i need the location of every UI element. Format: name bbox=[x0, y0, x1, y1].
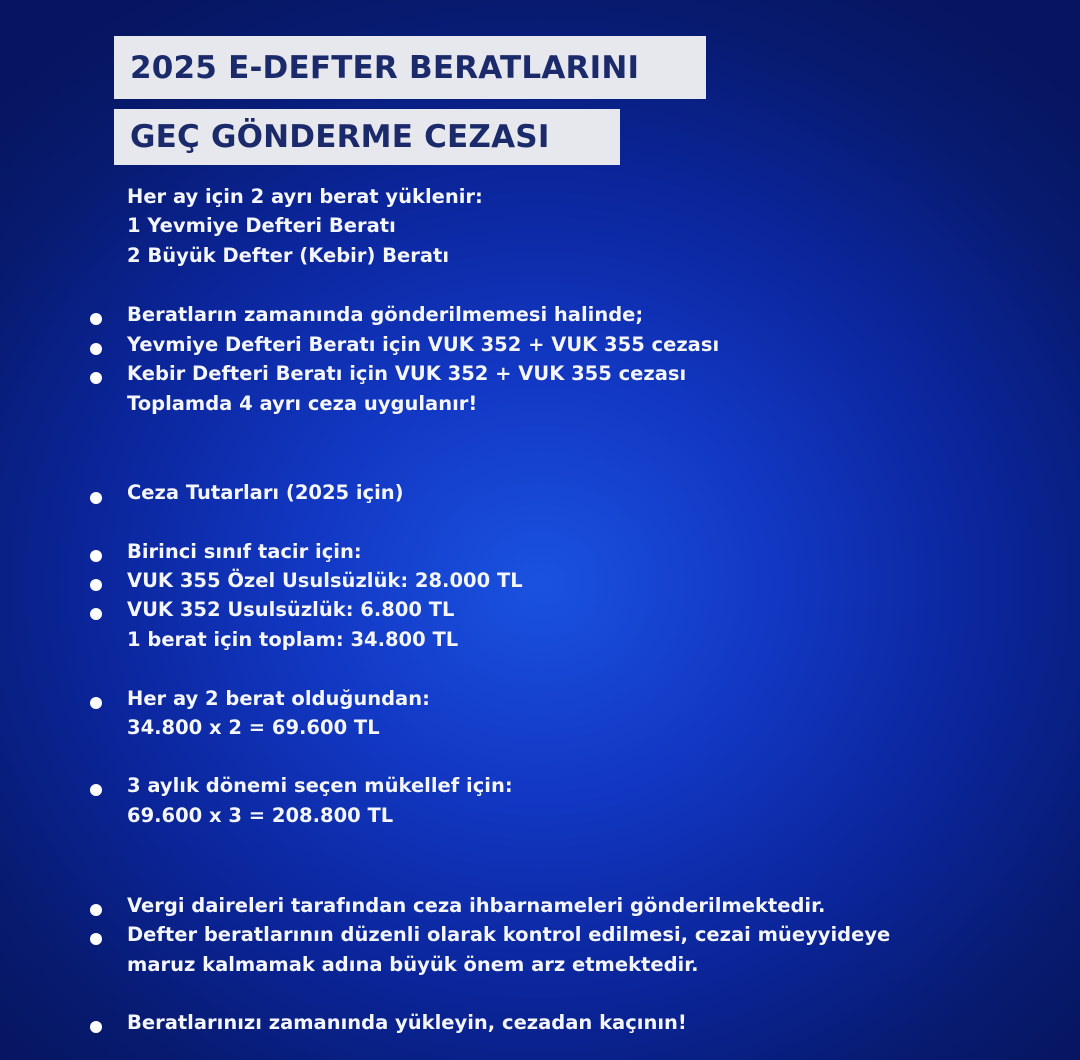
first-class-line: 1 berat için toplam: 34.800 TL bbox=[127, 628, 459, 651]
quarterly-line: 3 aylık dönemi seçen mükellef için: bbox=[127, 774, 513, 797]
bullet-icon bbox=[90, 313, 102, 325]
title-line-1-box bbox=[114, 36, 706, 99]
penalty-line: Beratların zamanında gönderilmemesi halinde; bbox=[127, 303, 644, 326]
intro-line: 1 Yevmiye Defteri Beratı bbox=[127, 214, 396, 237]
monthly-line: 34.800 x 2 = 69.600 TL bbox=[127, 716, 380, 739]
first-class-line: VUK 352 Usulsüzlük: 6.800 TL bbox=[127, 598, 455, 621]
notice-line: maruz kalmamak adına büyük önem arz etmektedir. bbox=[127, 953, 699, 976]
intro-line: 2 Büyük Defter (Kebir) Beratı bbox=[127, 244, 450, 267]
bullet-icon bbox=[90, 697, 102, 709]
bullet-icon bbox=[90, 550, 102, 562]
notice-line: Defter beratlarının düzenli olarak kontrol edilmesi, cezai müeyyideye bbox=[127, 923, 891, 946]
notice-line: Vergi daireleri tarafından ceza ihbarnameleri gönderilmektedir. bbox=[127, 894, 826, 917]
penalty-line: Kebir Defteri Beratı için VUK 352 + VUK 355 cezası bbox=[127, 362, 687, 385]
bullet-icon bbox=[90, 1021, 102, 1033]
monthly-line: Her ay 2 berat olduğundan: bbox=[127, 687, 430, 710]
penalty-line: Yevmiye Defteri Beratı için VUK 352 + VUK 355 cezası bbox=[127, 333, 720, 356]
title-line-2: GEÇ GÖNDERME CEZASI bbox=[130, 119, 550, 155]
amounts-heading: Ceza Tutarları (2025 için) bbox=[127, 481, 404, 504]
title-line-2-box bbox=[114, 109, 620, 165]
title-line-1: 2025 E-DEFTER BERATLARINI bbox=[130, 49, 640, 86]
penalty-line: Toplamda 4 ayrı ceza uygulanır! bbox=[127, 392, 478, 415]
bullet-icon bbox=[90, 343, 102, 355]
bullet-icon bbox=[90, 784, 102, 796]
bullet-icon bbox=[90, 904, 102, 916]
bullet-icon bbox=[90, 933, 102, 945]
quarterly-line: 69.600 x 3 = 208.800 TL bbox=[127, 804, 394, 827]
bullet-icon bbox=[90, 372, 102, 384]
bullet-icon bbox=[90, 492, 102, 504]
closing-line: Beratlarınızı zamanında yükleyin, cezadan kaçının! bbox=[127, 1011, 687, 1034]
bullet-icon bbox=[90, 608, 102, 620]
first-class-line: Birinci sınıf tacir için: bbox=[127, 540, 362, 563]
intro-line: Her ay için 2 ayrı berat yüklenir: bbox=[127, 185, 483, 208]
bullet-icon bbox=[90, 579, 102, 591]
first-class-line: VUK 355 Özel Usulsüzlük: 28.000 TL bbox=[127, 569, 523, 592]
